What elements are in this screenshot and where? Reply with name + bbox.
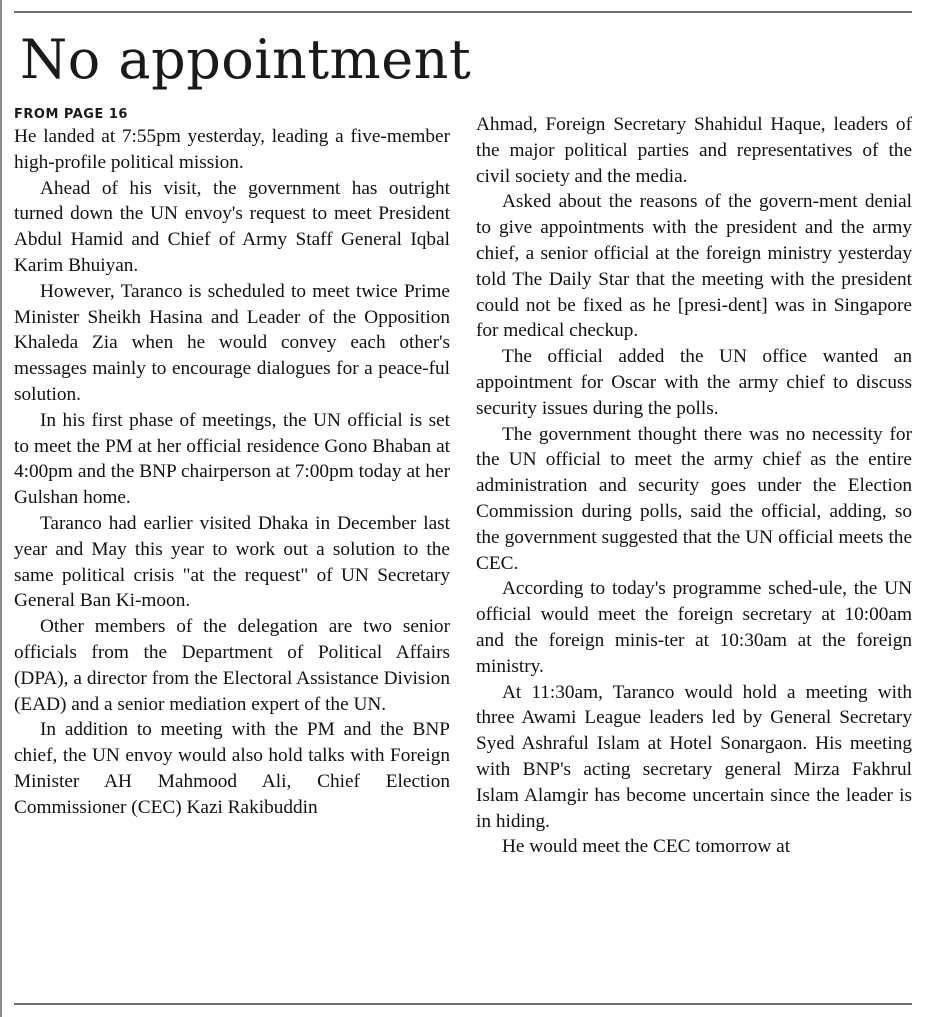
headline: No appointment — [20, 28, 472, 91]
paragraph: He landed at 7:55pm yesterday, leading a five-member high-profile political mission. — [14, 126, 450, 173]
continuation-label: FROM PAGE 16 — [14, 107, 128, 122]
paragraph: In his first phase of meetings, the UN official is set to meet the PM at her official residence Gono Bhaban at 4:00pm and the BNP chairperson at 7:00pm today at her Gulshan home. — [14, 409, 450, 509]
paragraph: According to today's programme sched-ule, the UN official would meet the foreign secretary at 10:00am and the foreign minis-ter at 10:30am at the foreign ministry. — [476, 578, 912, 677]
paragraph: He would meet the CEC tomorrow at — [502, 836, 791, 858]
paragraph: At 11:30am, Taranco would hold a meeting with three Awami League leaders led by General Secretary Syed Ashraful Islam at Hotel Sonargaon. His meeting with BNP's acting secretary general Mirza Fakhrul Islam Alamgir has become uncertain since the leader is in hiding. — [476, 681, 912, 832]
paragraph: The official added the UN office wanted an appointment for Oscar with the army chief to discuss security issues during the polls. — [476, 346, 912, 419]
paragraph: Other members of the delegation are two senior officials from the Department of Political Affairs (DPA), a director from the Electoral Assistance Division (EAD) and a senior mediation expert of the UN. — [14, 616, 450, 715]
bottom-rule — [14, 1003, 912, 1005]
paragraph: However, Taranco is scheduled to meet twice Prime Minister Sheikh Hasina and Leader of the Opposition Khaleda Zia when he would convey each other's messages mainly to encourage dialogues for a peace-ful solution. — [14, 280, 450, 405]
right-column — [476, 112, 912, 860]
paragraph: The government thought there was no necessity for the UN official to meet the army chief as the entire administration and security goes under the Election Commission during polls, said the official, adding, so the government suggested that the UN official meets the CEC. — [476, 423, 912, 574]
page-left-border — [0, 0, 2, 1017]
paragraph: Ahmad, Foreign Secretary Shahidul Haque, leaders of the major political parties and representatives of the civil society and the media. — [476, 114, 912, 187]
paragraph: Ahead of his visit, the government has outright turned down the UN envoy's request to meet President Abdul Hamid and Chief of Army Staff General Iqbal Karim Bhuiyan. — [14, 177, 450, 276]
paragraph: Asked about the reasons of the govern-ment denial to give appointments with the president and the army chief, a senior official at the foreign ministry yesterday told The Daily Star that the meeting with the president could not be fixed as he [presi-dent] was in Singapore for medical checkup. — [476, 191, 912, 342]
paragraph: Taranco had earlier visited Dhaka in December last year and May this year to work out a solution to the same political crisis "at the request" of UN Secretary General Ban Ki-moon. — [14, 512, 450, 612]
left-column — [14, 106, 450, 821]
paragraph: In addition to meeting with the PM and the BNP chief, the UN envoy would also hold talks with Foreign Minister AH Mahmood Ali, Chief Election Commissioner (CEC) Kazi Rakibuddin — [14, 719, 450, 818]
top-rule — [14, 11, 912, 13]
